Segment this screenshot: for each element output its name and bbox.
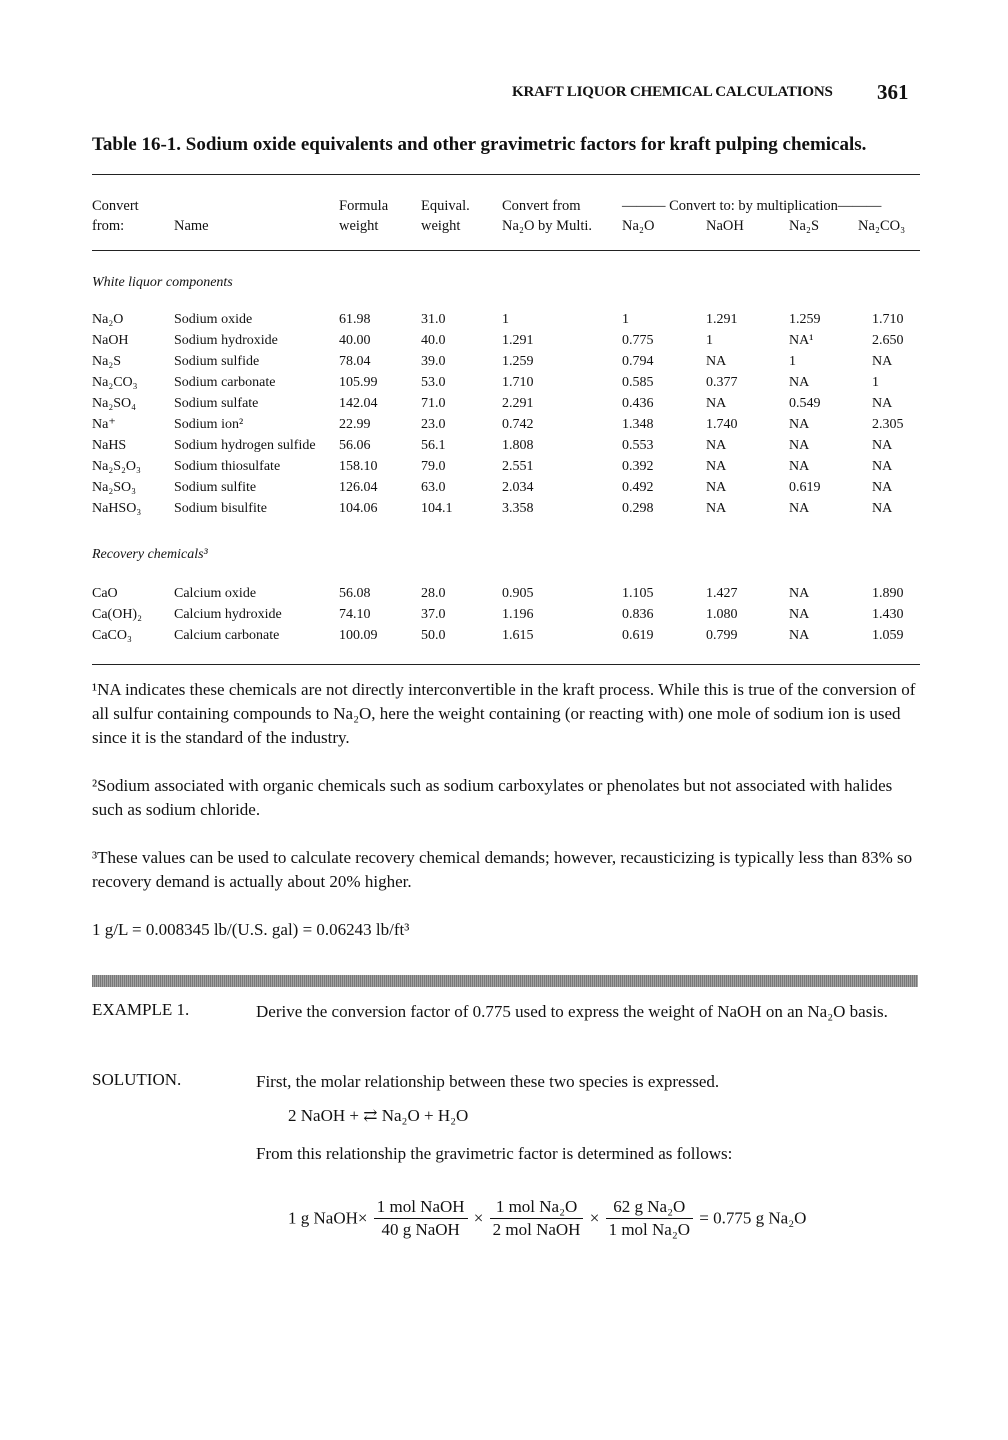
cell-name: Sodium ion²: [174, 417, 244, 432]
cell-formula-weight: 100.09: [339, 628, 378, 643]
cell-to-na2o: 0.553: [622, 438, 654, 453]
page-number: 361: [877, 80, 909, 104]
cell-equiv-weight: 56.1: [421, 438, 446, 453]
cell-equiv-weight: 50.0: [421, 628, 446, 643]
fraction-1-numerator: 1 mol NaOH: [374, 1196, 468, 1219]
cell-convert-from-na2o: 1: [502, 312, 509, 327]
cell-convert-from-na2o: 2.551: [502, 459, 534, 474]
header-equival: Equival.: [421, 198, 470, 214]
cell-to-na2co3: 1.890: [872, 586, 904, 601]
table-top-rule: [92, 174, 920, 175]
cell-convert-from-na2o: 1.196: [502, 607, 534, 622]
fraction-3-denominator: 1 mol Na₂O: [608, 1220, 691, 1239]
cell-formula: Na₂CO₃: [92, 375, 138, 390]
cell-formula-weight: 40.00: [339, 333, 371, 348]
fraction-3: [606, 1196, 693, 1241]
unit-conversion: 1 g/L = 0.008345 lb/(U.S. gal) = 0.06243 lb/ft³: [92, 920, 410, 939]
cell-to-na2s: 0.549: [789, 396, 821, 411]
cell-to-na2s: 1.259: [789, 312, 821, 327]
header-col-na2s: Na₂S: [789, 218, 820, 234]
cell-convert-from-na2o: 1.259: [502, 354, 534, 369]
cell-to-na2co3: 1.710: [872, 312, 904, 327]
cell-name: Calcium oxide: [174, 586, 257, 601]
section-divider-bar: [92, 975, 918, 987]
fraction-2-numerator: 1 mol Na₂O: [490, 1196, 584, 1219]
cell-convert-from-na2o: 1.710: [502, 375, 534, 390]
cell-formula: Na₂S: [92, 354, 121, 369]
header-formula-weight: weight: [339, 218, 379, 234]
header-convert: Convert: [92, 198, 139, 214]
cell-name: Sodium hydroxide: [174, 333, 278, 348]
cell-to-na2co3: 1.059: [872, 628, 904, 643]
cell-name: Sodium bisulfite: [174, 501, 267, 516]
cell-to-na2s: NA: [789, 417, 810, 432]
cell-to-na2co3: NA: [872, 480, 893, 495]
cell-to-naoh: 0.377: [706, 375, 738, 390]
cell-to-na2s: NA¹: [789, 333, 814, 348]
footnote-3: ³These values can be used to calculate recovery chemical demands; however, recausticizing is typically less than 83% so recovery demand is actually about 20% higher.: [92, 848, 913, 891]
cell-name: Sodium sulfate: [174, 396, 259, 411]
cell-to-na2o: 0.775: [622, 333, 654, 348]
fraction-3-numerator: 62 g Na₂O: [606, 1196, 693, 1219]
cell-formula-weight: 56.06: [339, 438, 371, 453]
cell-equiv-weight: 53.0: [421, 375, 446, 390]
cell-name: Sodium hydrogen sulfide: [174, 438, 316, 453]
cell-convert-from-na2o: 0.905: [502, 586, 534, 601]
cell-formula: Ca(OH)₂: [92, 607, 142, 622]
cell-equiv-weight: 40.0: [421, 333, 446, 348]
cell-to-na2o: 0.794: [622, 354, 654, 369]
header-col-na2co3: Na₂CO₃: [858, 218, 906, 234]
times-sign-2: ×: [589, 1208, 600, 1228]
cell-to-na2o: 0.298: [622, 501, 654, 516]
cell-formula: NaOH: [92, 333, 129, 348]
example-label: EXAMPLE 1.: [92, 1000, 190, 1019]
cell-name: Sodium thiosulfate: [174, 459, 281, 474]
cell-equiv-weight: 23.0: [421, 417, 446, 432]
footnote-1: ¹NA indicates these chemicals are not directly interconvertible in the kraft process. While this is true of the conversion of all sulfur containing compounds to Na₂O, here the weight containing (or reacting with) one mole of sodium ion is used since it is the standard of the industry.: [92, 680, 916, 747]
cell-equiv-weight: 39.0: [421, 354, 446, 369]
cell-to-na2s: 1: [789, 354, 796, 369]
cell-name: Calcium hydroxide: [174, 607, 282, 622]
cell-equiv-weight: 104.1: [421, 501, 453, 516]
cell-formula-weight: 74.10: [339, 607, 371, 622]
cell-name: Sodium oxide: [174, 312, 253, 327]
fraction-1: [374, 1196, 468, 1241]
cell-to-na2o: 1.348: [622, 417, 654, 432]
cell-to-naoh: 0.799: [706, 628, 738, 643]
cell-to-naoh: 1: [706, 333, 713, 348]
cell-to-na2co3: NA: [872, 501, 893, 516]
header-formula: Formula: [339, 198, 389, 214]
cell-formula-weight: 126.04: [339, 480, 378, 495]
solution-label: SOLUTION.: [92, 1070, 182, 1089]
cell-to-na2o: 0.836: [622, 607, 654, 622]
solution-text: First, the molar relationship between these two species is expressed.: [256, 1072, 720, 1091]
cell-convert-from-na2o: 1.615: [502, 628, 534, 643]
cell-to-na2co3: 2.305: [872, 417, 904, 432]
example-text: Derive the conversion factor of 0.775 used to express the weight of NaOH on an Na₂O basis.: [256, 1002, 888, 1021]
cell-formula-weight: 61.98: [339, 312, 371, 327]
header-equival-weight: weight: [421, 218, 461, 234]
cell-to-na2co3: NA: [872, 459, 893, 474]
cell-to-na2co3: NA: [872, 438, 893, 453]
cell-equiv-weight: 79.0: [421, 459, 446, 474]
section-white-liquor: White liquor components: [92, 275, 233, 290]
table-header-rule: [92, 250, 920, 251]
cell-to-naoh: NA: [706, 501, 727, 516]
cell-to-na2s: NA: [789, 628, 810, 643]
cell-to-naoh: NA: [706, 396, 727, 411]
header-from: from:: [92, 218, 125, 234]
table-caption: Table 16-1. Sodium oxide equivalents and other gravimetric factors for kraft pulping chemicals.: [92, 134, 867, 155]
cell-formula-weight: 142.04: [339, 396, 378, 411]
cell-convert-from-na2o: 1.808: [502, 438, 534, 453]
fraction-2: [490, 1196, 584, 1241]
cell-to-na2s: NA: [789, 501, 810, 516]
cell-convert-from-na2o: 0.742: [502, 417, 534, 432]
running-head-title: KRAFT LIQUOR CHEMICAL CALCULATIONS: [512, 84, 833, 100]
header-col-naoh: NaOH: [706, 218, 744, 234]
fraction-2-denominator: 2 mol NaOH: [492, 1220, 581, 1239]
formula-lead: 1 g NaOH×: [288, 1208, 368, 1228]
cell-to-na2co3: 2.650: [872, 333, 904, 348]
fraction-1-denominator: 40 g NaOH: [381, 1220, 460, 1239]
cell-formula: NaHSO₃: [92, 501, 142, 516]
cell-to-naoh: 1.427: [706, 586, 738, 601]
cell-to-naoh: 1.291: [706, 312, 738, 327]
reaction-equation: 2 NaOH + ⇄ Na₂O + H₂O: [288, 1106, 469, 1125]
cell-to-naoh: 1.080: [706, 607, 738, 622]
cell-to-na2o: 0.392: [622, 459, 654, 474]
cell-equiv-weight: 37.0: [421, 607, 446, 622]
cell-formula: Na⁺: [92, 417, 116, 432]
solution-followup: From this relationship the gravimetric factor is determined as follows:: [256, 1144, 733, 1163]
cell-formula-weight: 158.10: [339, 459, 378, 474]
cell-to-naoh: NA: [706, 459, 727, 474]
cell-to-naoh: NA: [706, 354, 727, 369]
cell-to-na2o: 0.436: [622, 396, 654, 411]
cell-convert-from-na2o: 2.291: [502, 396, 534, 411]
cell-formula: CaCO₃: [92, 628, 132, 643]
cell-to-na2s: NA: [789, 438, 810, 453]
cell-formula: Na₂S₂O₃: [92, 459, 141, 474]
section-recovery: Recovery chemicals³: [92, 547, 208, 562]
cell-to-na2s: NA: [789, 607, 810, 622]
cell-formula: NaHS: [92, 438, 127, 453]
cell-formula-weight: 22.99: [339, 417, 371, 432]
gravimetric-formula: [288, 1196, 806, 1241]
cell-formula-weight: 105.99: [339, 375, 378, 390]
times-sign-1: ×: [473, 1208, 484, 1228]
cell-formula: Na₂SO₄: [92, 396, 136, 411]
cell-equiv-weight: 31.0: [421, 312, 446, 327]
cell-convert-from-na2o: 3.358: [502, 501, 534, 516]
table-bottom-rule: [92, 664, 920, 665]
cell-to-na2co3: 1.430: [872, 607, 904, 622]
cell-to-na2co3: NA: [872, 396, 893, 411]
cell-to-na2co3: 1: [872, 375, 879, 390]
cell-formula-weight: 104.06: [339, 501, 378, 516]
formula-result: = 0.775 g Na₂O: [699, 1208, 807, 1228]
cell-formula-weight: 78.04: [339, 354, 371, 369]
cell-formula: CaO: [92, 586, 118, 601]
cell-to-na2o: 0.492: [622, 480, 654, 495]
cell-formula: Na₂O: [92, 312, 124, 327]
cell-equiv-weight: 63.0: [421, 480, 446, 495]
cell-to-na2o: 0.619: [622, 628, 654, 643]
cell-convert-from-na2o: 2.034: [502, 480, 534, 495]
cell-to-na2s: NA: [789, 586, 810, 601]
cell-formula: Na₂SO₃: [92, 480, 136, 495]
cell-to-naoh: 1.740: [706, 417, 738, 432]
header-name: Name: [174, 218, 209, 234]
header-convert-from: Convert from: [502, 198, 581, 214]
cell-equiv-weight: 28.0: [421, 586, 446, 601]
cell-to-na2o: 1.105: [622, 586, 654, 601]
cell-name: Calcium carbonate: [174, 628, 280, 643]
header-convert-from-na2o: Na₂O by Multi.: [502, 218, 593, 234]
cell-name: Sodium carbonate: [174, 375, 276, 390]
cell-name: Sodium sulfide: [174, 354, 260, 369]
cell-convert-from-na2o: 1.291: [502, 333, 534, 348]
cell-to-na2s: NA: [789, 375, 810, 390]
cell-to-na2s: 0.619: [789, 480, 821, 495]
cell-to-naoh: NA: [706, 480, 727, 495]
cell-to-naoh: NA: [706, 438, 727, 453]
header-convert-to-group: ——— Convert to: by multiplication———: [622, 198, 882, 214]
cell-to-na2o: 1: [622, 312, 629, 327]
footnote-2: ²Sodium associated with organic chemicals such as sodium carboxylates or phenolates but not associated with halides such as sodium chloride.: [92, 776, 893, 819]
cell-equiv-weight: 71.0: [421, 396, 446, 411]
header-col-na2o: Na₂O: [622, 218, 655, 234]
cell-to-na2s: NA: [789, 459, 810, 474]
cell-to-na2o: 0.585: [622, 375, 654, 390]
cell-formula-weight: 56.08: [339, 586, 371, 601]
cell-to-na2co3: NA: [872, 354, 893, 369]
cell-name: Sodium sulfite: [174, 480, 257, 495]
